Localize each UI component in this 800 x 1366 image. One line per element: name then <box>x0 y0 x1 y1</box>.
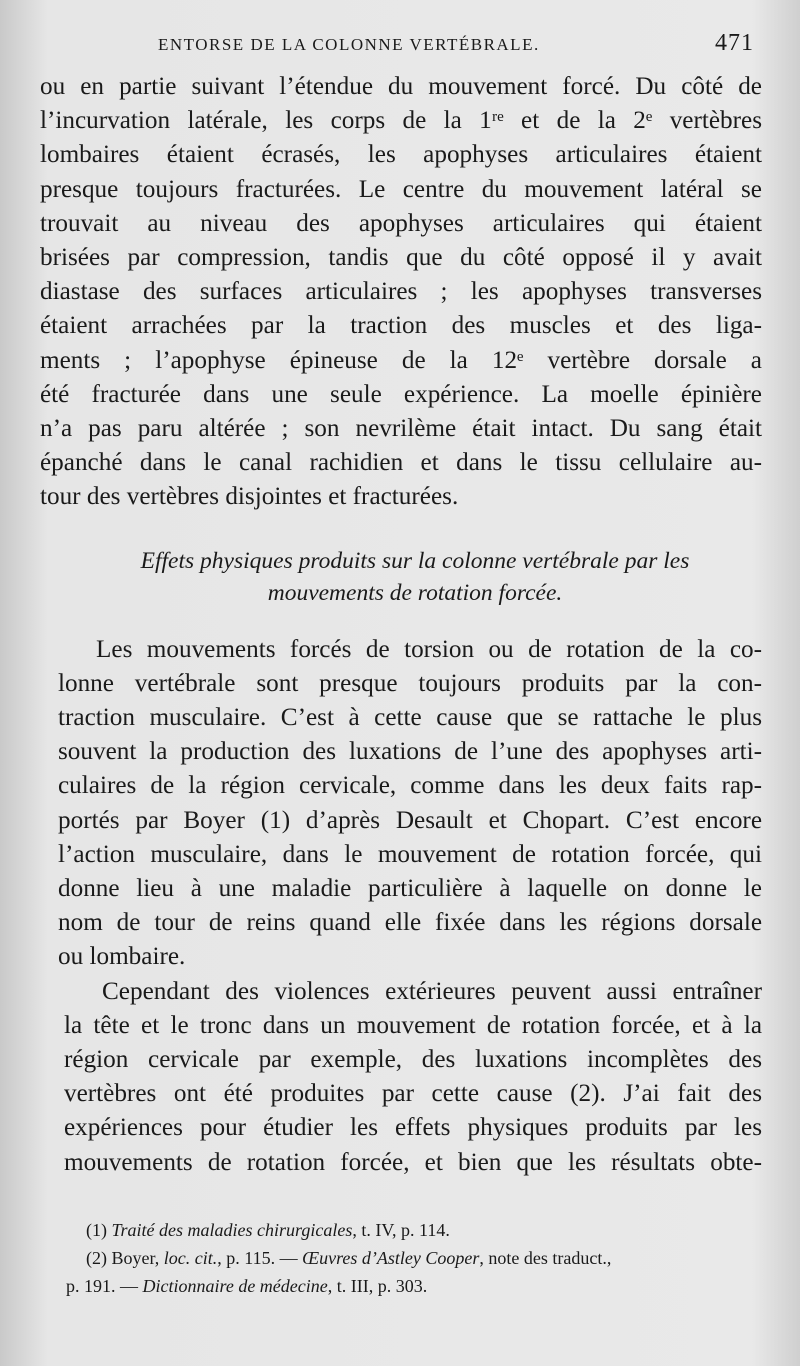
text-line: mouvements de rotation forcée, et bien que les résultats obte- <box>64 1148 762 1176</box>
text-line: la tête et le tronc dans un mouvement de rotation forcée, et à la <box>64 1011 762 1039</box>
text-line: expériences pour étudier les effets physiques produits par les <box>64 1114 762 1142</box>
page-number: 471 <box>715 30 754 56</box>
running-head <box>40 30 762 70</box>
text-line: lombaires étaient écrasés, les apophyses articulaires étaient <box>40 141 762 169</box>
footnote-text: , t. III, p. 303. <box>327 1275 428 1296</box>
footnote-title: Traité des maladies chirurgicales <box>111 1219 353 1240</box>
text-line: portés par Boyer (1) d’après Desault et Chopart. C’est encore <box>58 806 762 834</box>
text-line: épanché dans le canal rachidien et dans le tissu cellulaire au- <box>40 449 762 477</box>
text-line: Les mouvements forcés de torsion ou de rotation de la co- <box>96 635 762 663</box>
text-line: ou en partie suivant l’étendue du mouvement forcé. Du côté de <box>40 73 762 100</box>
text-line: l’incurvation latérale, les corps de la 1ʳᵉ et de la 2ᵉ vertèbres <box>40 107 762 135</box>
text-line: Cependant des violences extérieures peuvent aussi entraîner <box>102 977 762 1005</box>
footnote-text: , note des traduct., <box>479 1247 612 1268</box>
text-line: été fracturée dans une seule expérience. La moelle épinière <box>40 380 762 408</box>
text-line: étaient arrachées par la traction des muscles et des liga- <box>40 312 762 340</box>
footnote-title: loc. cit. <box>163 1247 218 1268</box>
footnote-text: p. 191. — <box>66 1275 143 1296</box>
text-line: diastase des surfaces articulaires ; les apophyses transverses <box>40 278 762 306</box>
text-line: culaires de la région cervicale, comme dans les deux faits rap- <box>58 772 762 800</box>
section-heading-line: Effets physiques produits sur la colonne vertébrale par les <box>140 547 690 574</box>
text-line: traction musculaire. C’est à cette cause que se rattache le plus <box>58 704 762 732</box>
text-line: nom de tour de reins quand elle fixée dans les régions dorsale <box>58 909 762 937</box>
footnote-text: Boyer, <box>111 1247 160 1268</box>
paragraph-violences <box>40 975 762 1180</box>
paragraph-continued <box>40 70 762 515</box>
text-line: lonne vertébrale sont presque toujours produits par la con- <box>58 669 762 697</box>
footnote-2-continued <box>66 1272 762 1300</box>
footnotes <box>40 1216 762 1300</box>
footnote-title: Œuvres d’Astley Cooper <box>302 1247 480 1268</box>
footnote-1 <box>86 1216 762 1244</box>
text-line: souvent la production des luxations de l’une des apophyses arti- <box>58 738 762 766</box>
footnote-mark: (1) <box>86 1219 107 1240</box>
running-title: ENTORSE DE LA COLONNE VERTÉBRALE. <box>158 35 540 54</box>
footnote-text: , p. 115. — <box>217 1247 303 1268</box>
text-line: brisées par compression, tandis que du côté opposé il y avait <box>40 244 762 272</box>
text-line: presque toujours fracturées. Le centre du mouvement latéral se <box>40 175 762 203</box>
paragraph-rotation <box>40 633 762 975</box>
footnote-mark: (2) <box>86 1247 107 1268</box>
text-line: trouvait au niveau des apophyses articulaires qui étaient <box>40 209 762 237</box>
text-line: donne lieu à une maladie particulière à laquelle on donne le <box>58 875 762 903</box>
text-line: l’action musculaire, dans le mouvement de rotation forcée, qui <box>58 840 762 868</box>
footnote-title: Dictionnaire de médecine <box>142 1275 328 1296</box>
text-line: tour des vertèbres disjointes et fracturées. <box>40 483 459 511</box>
text-line: vertèbres ont été produites par cette cause (2). J’ai fait des <box>64 1080 762 1108</box>
text-line: n’a pas paru altérée ; son nevrilème était intact. Du sang était <box>40 415 762 443</box>
text-line: région cervicale par exemple, des luxations incomplètes des <box>64 1046 762 1074</box>
footnote-2 <box>86 1244 762 1272</box>
footnote-text: , t. IV, p. 114. <box>352 1219 450 1240</box>
section-heading <box>40 545 762 609</box>
section-heading-line: mouvements de rotation forcée. <box>267 579 563 606</box>
text-line: ou lombaire. <box>58 943 186 971</box>
text-line: ments ; l’apophyse épineuse de la 12ᵉ vertèbre dorsale a <box>40 346 762 374</box>
